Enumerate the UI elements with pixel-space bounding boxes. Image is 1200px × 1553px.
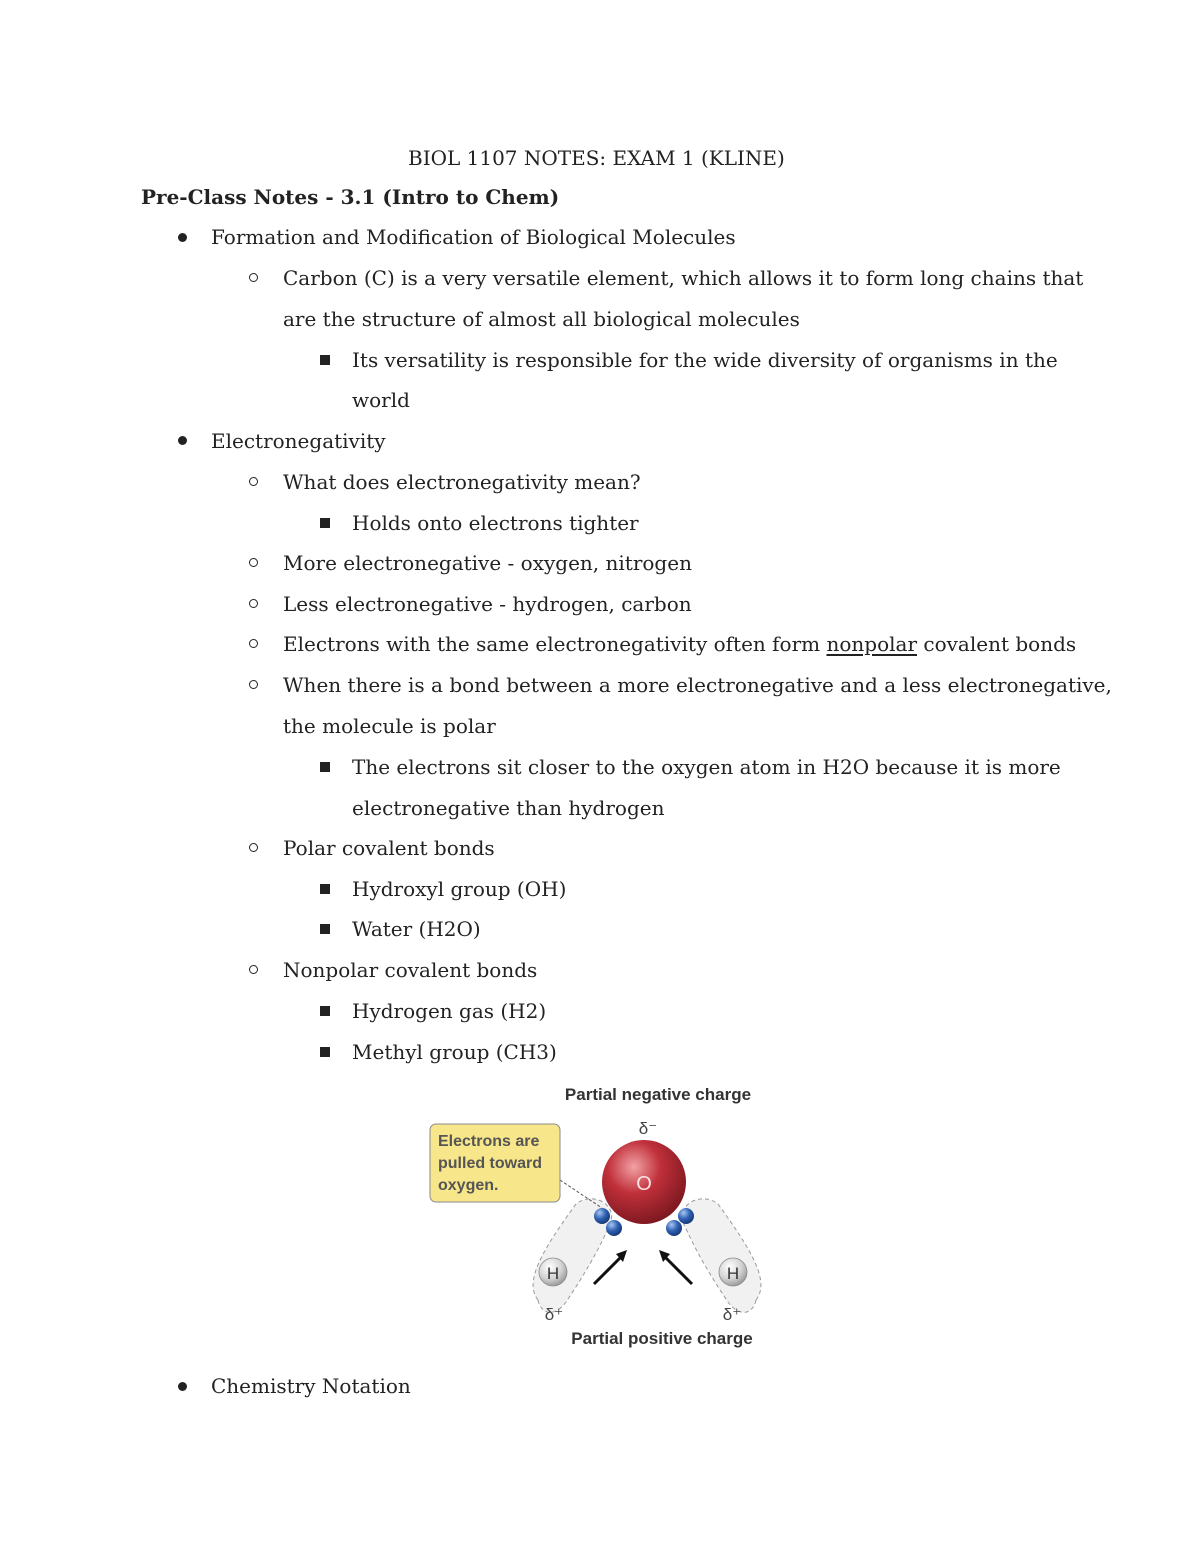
bullet-circle-icon <box>249 273 258 282</box>
bullet-square-icon <box>320 924 330 934</box>
right-orbital-outline <box>682 1199 761 1313</box>
bullet-circle-icon <box>249 639 258 648</box>
bullet-square-icon <box>320 1047 330 1057</box>
list-item-level-2: Carbon (C) is a very versatile element, which allows it to form long chains that <box>283 266 1084 290</box>
list-item-continuation: electronegative than hydrogen <box>352 796 665 820</box>
callout-text-line: Electrons are <box>438 1133 540 1150</box>
delta-plus-left-label: δ⁺ <box>544 1305 564 1324</box>
bullet-circle-icon <box>249 477 258 486</box>
list-item-level-1: Chemistry Notation <box>211 1374 411 1398</box>
electron <box>678 1208 694 1224</box>
list-item-level-1: Electronegativity <box>211 429 386 453</box>
list-item-level-3: Hydrogen gas (H2) <box>352 999 547 1023</box>
list-item-level-2 <box>283 632 1076 656</box>
bullet-disc-icon <box>178 436 187 445</box>
text-segment: Electrons with the same electronegativity often form <box>283 632 827 656</box>
arrow-right-shaft <box>665 1257 692 1284</box>
bullet-circle-icon <box>249 558 258 567</box>
list-item-continuation: are the structure of almost all biological molecules <box>283 307 800 331</box>
water-polarity-diagram <box>426 1082 776 1350</box>
electron <box>666 1220 682 1236</box>
document-title: BIOL 1107 NOTES: EXAM 1 (KLINE) <box>408 146 785 170</box>
list-item-level-2: Polar covalent bonds <box>283 836 495 860</box>
list-item-level-3: Methyl group (CH3) <box>352 1040 557 1064</box>
hydrogen-right-symbol: H <box>726 1264 740 1283</box>
section-heading: Pre-Class Notes - 3.1 (Intro to Chem) <box>141 185 560 209</box>
list-item-continuation: the molecule is polar <box>283 714 496 738</box>
text-segment: covalent bonds <box>917 632 1077 656</box>
oxygen-symbol: O <box>636 1173 652 1195</box>
list-item-level-3: Its versatility is responsible for the wide diversity of organisms in the <box>352 348 1058 372</box>
bullet-circle-icon <box>249 680 258 689</box>
callout-text-line: oxygen. <box>438 1177 499 1194</box>
list-item-continuation: world <box>352 388 410 412</box>
arrow-left-shaft <box>594 1257 621 1284</box>
delta-minus-label: δ⁻ <box>638 1119 658 1138</box>
list-item-level-2: More electronegative - oxygen, nitrogen <box>283 551 692 575</box>
underlined-term: nonpolar <box>826 632 918 656</box>
list-item-level-2: Less electronegative - hydrogen, carbon <box>283 592 692 616</box>
list-item-level-3: The electrons sit closer to the oxygen atom in H2O because it is more <box>352 755 1061 779</box>
bullet-square-icon <box>320 1006 330 1016</box>
partial-negative-label: Partial negative charge <box>564 1085 752 1104</box>
callout-text-line: pulled toward <box>438 1155 542 1172</box>
bullet-square-icon <box>320 355 330 365</box>
bullet-square-icon <box>320 884 330 894</box>
partial-positive-label: Partial positive charge <box>571 1329 753 1348</box>
list-item-level-3: Water (H2O) <box>352 917 481 941</box>
list-item-level-1: Formation and Modification of Biological Molecules <box>211 225 736 249</box>
electron <box>594 1208 610 1224</box>
bullet-disc-icon <box>178 1382 187 1391</box>
list-item-level-2: What does electronegativity mean? <box>283 470 641 494</box>
bullet-square-icon <box>320 518 330 528</box>
list-item-level-3: Hydroxyl group (OH) <box>352 877 567 901</box>
electron <box>606 1220 622 1236</box>
hydrogen-left-symbol: H <box>546 1264 560 1283</box>
bullet-circle-icon <box>249 965 258 974</box>
bullet-square-icon <box>320 762 330 772</box>
list-item-level-3: Holds onto electrons tighter <box>352 511 639 535</box>
bullet-circle-icon <box>249 843 258 852</box>
delta-plus-right-label: δ⁺ <box>722 1305 742 1324</box>
bullet-disc-icon <box>178 233 187 242</box>
list-item-level-2: When there is a bond between a more electronegative and a less electronegative, <box>283 673 1112 697</box>
list-item-level-2: Nonpolar covalent bonds <box>283 958 538 982</box>
bullet-circle-icon <box>249 599 258 608</box>
